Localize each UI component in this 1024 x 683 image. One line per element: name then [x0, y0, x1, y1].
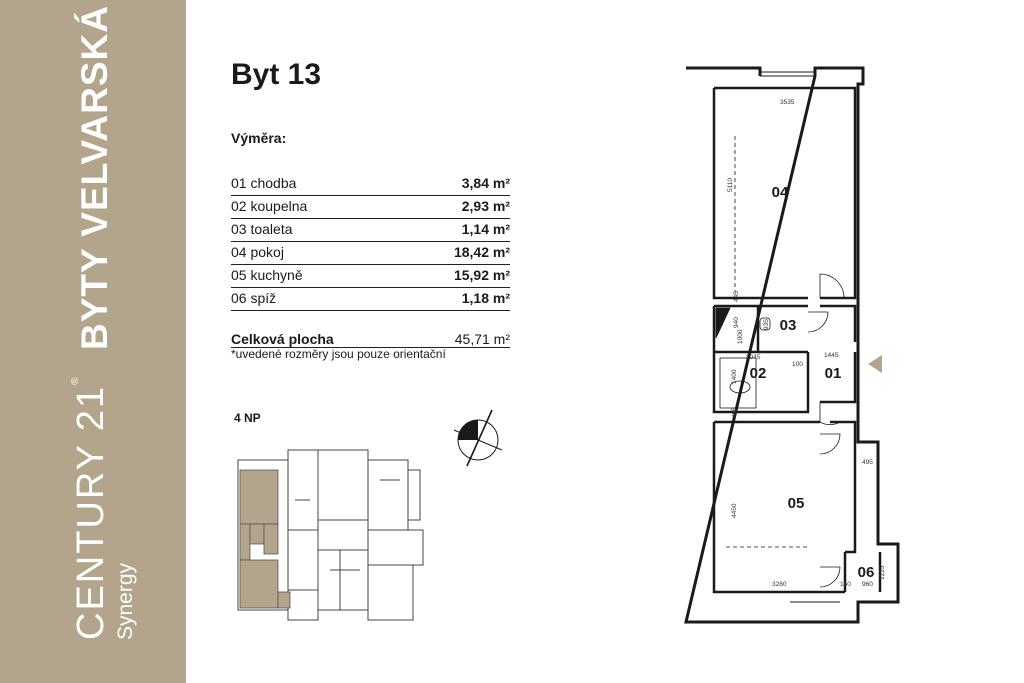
unit-title: Byt 13 — [231, 58, 322, 91]
dimension: 935 — [763, 319, 770, 330]
room-area: 15,92 m² — [453, 267, 510, 283]
room-area: 1,14 m² — [461, 221, 510, 237]
room-row — [231, 220, 510, 242]
dimension: 445 — [733, 291, 740, 302]
dimension: 2045 — [746, 354, 761, 361]
dimension: 940 — [733, 317, 740, 328]
room-row — [231, 243, 510, 265]
room-name: 03 toaleta — [231, 221, 293, 237]
dimension: 3535 — [780, 99, 795, 106]
dimension: 150 — [840, 581, 851, 588]
brand-logo — [70, 378, 113, 641]
dimension: 495 — [731, 407, 738, 418]
room-row — [231, 197, 510, 219]
dimension: 1225 — [879, 565, 886, 580]
room-label-06: 06 — [857, 564, 875, 581]
brand-name: CENTURY 21 — [70, 384, 112, 640]
room-label-05: 05 — [787, 495, 805, 512]
unit-highlight — [240, 470, 290, 608]
disclaimer-note: *uvedené rozměry jsou pouze orientační — [231, 347, 446, 361]
window-openings — [760, 72, 840, 602]
dimension: 100 — [792, 361, 803, 368]
room-label-01: 01 — [824, 365, 842, 382]
floor-label: 4 NP — [234, 411, 261, 425]
compass-icon — [452, 408, 508, 468]
room-label-03: 03 — [779, 317, 797, 334]
dimension: 1000 — [737, 329, 744, 344]
brand-subtitle: Synergy — [114, 562, 137, 640]
doors — [808, 274, 844, 587]
entrance-arrow-icon — [868, 355, 882, 373]
dimension: 960 — [862, 581, 873, 588]
dimension: 495 — [862, 459, 873, 466]
room-name: 04 pokoj — [231, 244, 284, 260]
room-area: 3,84 m² — [461, 175, 510, 191]
room-row — [231, 266, 510, 288]
dimension: 1400 — [731, 369, 738, 384]
room-name: 02 koupelna — [231, 198, 308, 214]
registered-mark: ® — [70, 377, 81, 385]
room-row — [231, 289, 510, 311]
floor-plan — [680, 62, 910, 627]
fixtures — [716, 136, 808, 547]
total-area-row — [231, 331, 510, 348]
outer-walls — [686, 68, 898, 622]
dimension: 5110 — [727, 178, 734, 192]
dimension: 1445 — [824, 352, 839, 359]
total-label: Celková plocha — [231, 331, 334, 347]
room-name: 05 kuchyně — [231, 267, 303, 283]
room-area-table — [231, 174, 510, 312]
room-row — [231, 174, 510, 196]
room-area: 1,18 m² — [461, 290, 510, 306]
brand-sidebar — [0, 0, 186, 683]
room-name: 01 chodba — [231, 175, 297, 191]
room-area: 18,42 m² — [453, 244, 510, 260]
dimension: 3280 — [772, 581, 787, 588]
room-name: 06 spíž — [231, 290, 277, 306]
room-label-02: 02 — [749, 365, 767, 382]
project-name: BYTY VELVARSKÁ — [74, 5, 115, 350]
room-area: 2,93 m² — [461, 198, 510, 214]
dimension: 4450 — [731, 503, 738, 518]
area-heading: Výměra: — [231, 130, 287, 146]
room-label-04: 04 — [771, 184, 789, 201]
key-plan — [230, 440, 440, 625]
total-value: 45,71 m² — [454, 331, 510, 347]
